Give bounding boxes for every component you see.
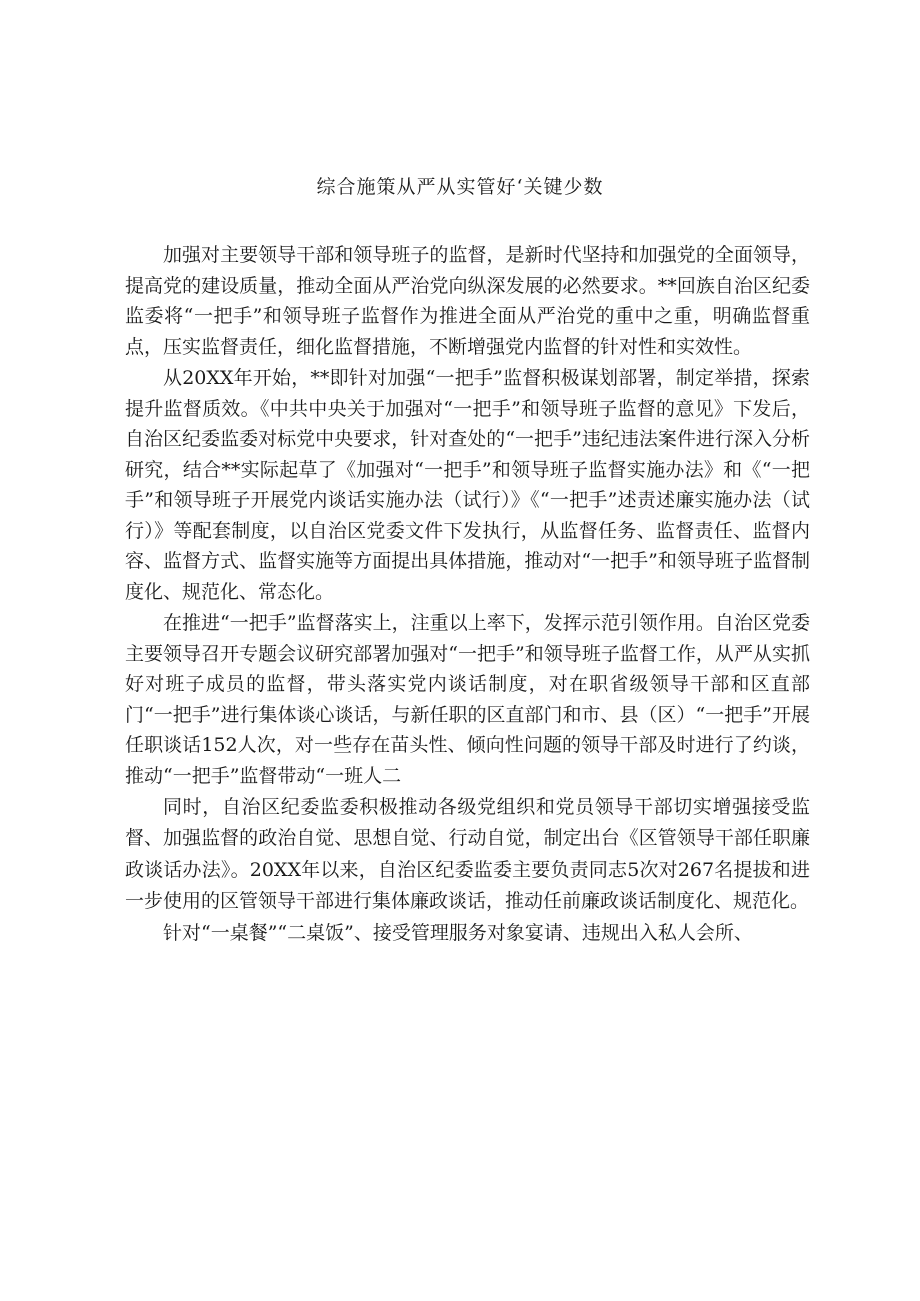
document-title: 综合施策从严从实管好‘关键少数 [316,176,604,198]
paragraph-5: 针对“一桌餐”“二桌饭”、接受管理服务对象宴请、违规出入私人会所、 [163,922,753,945]
paragraph-2: 从20XX年开始，**即针对加强“一把手”监督积极谋划部署，制定举措，探索提升监督质效。《中共中央关于加强对“一把手”和领导班子监督的意见》下发后，自治区纪委监委对标党中央要求，针对查处的“一把手”违纪违法案件进行深入分析研究，结合**实际起草了《加强对“一把手”和领导班子监督实施办法》和《“一把手”和领导班子开展党内谈话实施办法（试行）》《“一把手”述责述廉实施办法（试行）》等配套制度，以自治区党委文件下发执行，从监督任务、监督责任、监督内容、监督方式、监督实施等方面提出具体措施，推动对“一把手”和领导班子监督制度化、规范化、常态化。 [125,367,810,603]
paragraph-3: 在推进“一把手”监督落实上，注重以上率下，发挥示范引领作用。自治区党委主要领导召开专题会议研究部署加强对“一把手”和领导班子监督工作，从严从实抓好对班子成员的监督，带头落实党内谈话制度，对在职省级领导干部和区直部门“一把手”进行集体谈心谈话，与新任职的区直部门和市、县（区）“一把手”开展任职谈话152人次，对一些存在苗头性、倾向性问题的领导干部及时进行了约谈，推动“一把手”监督带动“一班人二 [125,612,810,787]
paragraph-1: 加强对主要领导干部和领导班子的监督，是新时代坚持和加强党的全面领导，提高党的建设质量，推动全面从严治党向纵深发展的必然要求。**回族自治区纪委监委将“一把手”和领导班子监督作为推进全面从严治党的重中之重，明确监督重点，压实监督责任，细化监督措施，不断增强党内监督的针对性和实效性。 [125,244,810,358]
paragraph-4: 同时，自治区纪委监委积极推动各级党组织和党员领导干部切实增强接受监督、加强监督的政治自觉、思想自觉、行动自觉，制定出台《区管领导干部任职廉政谈话办法》。20XX年以来，自治区纪委监委主要负责同志5次对267名提拔和进一步使用的区管领导干部进行集体廉政谈话，推动任前廉政谈话制度化、规范化。 [125,796,810,912]
document-body [125,240,810,950]
